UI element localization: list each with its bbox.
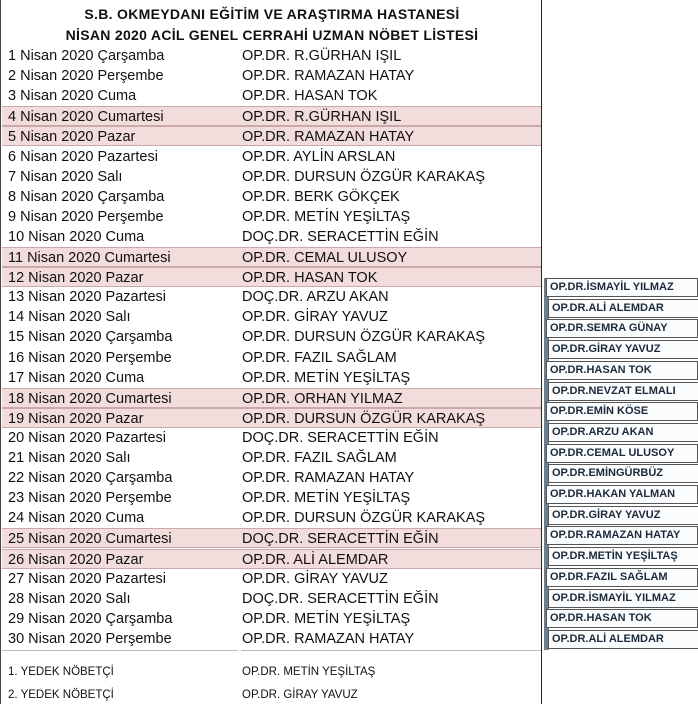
side-list-item: OP.DR.FAZIL SAĞLAM (546, 568, 698, 587)
row-date: 10 Nisan 2020 Cuma (8, 228, 145, 245)
side-list-item: OP.DR.ALİ ALEMDAR (548, 630, 698, 649)
table-row (2, 66, 541, 86)
table-row (2, 307, 541, 327)
row-doctor: OP.DR. GİRAY YAVUZ (242, 570, 388, 587)
row-doctor: OP.DR. RAMAZAN HATAY (242, 470, 415, 487)
table-row (2, 528, 541, 548)
row-doctor: OP.DR. R.GÜRHAN IŞIL (242, 109, 402, 126)
row-date: 18 Nisan 2020 Cumartesi (8, 390, 172, 407)
reserve-label: 1. YEDEK NÖBETÇİ (8, 666, 114, 678)
side-list-item: OP.DR.EMİN KÖSE (546, 402, 698, 421)
table-row (2, 629, 541, 649)
side-list-item: OP.DR.HAKAN YALMAN (546, 485, 698, 504)
row-doctor: OP.DR. METİN YEŞİLTAŞ (242, 610, 411, 627)
side-list-item: OP.DR.İSMAYİL YILMAZ (548, 589, 698, 608)
row-doctor: OP.DR. RAMAZAN HATAY (242, 129, 415, 146)
reserve-doctor: OP.DR. GİRAY YAVUZ (242, 689, 358, 701)
row-date: 8 Nisan 2020 Çarşamba (8, 188, 165, 205)
table-row (2, 327, 541, 347)
table-row (2, 187, 541, 207)
row-doctor: DOÇ.DR. SERACETTİN EĞİN (242, 429, 439, 446)
row-date: 28 Nisan 2020 Salı (8, 590, 131, 607)
table-row (2, 126, 541, 146)
row-doctor: OP.DR. DURSUN ÖZGÜR KARAKAŞ (242, 510, 486, 527)
side-list-item: OP.DR.METİN YEŞİLTAŞ (548, 547, 698, 566)
row-doctor: OP.DR. RAMAZAN HATAY (242, 630, 415, 647)
row-date: 9 Nisan 2020 Perşembe (8, 208, 164, 225)
row-date: 26 Nisan 2020 Pazar (8, 551, 144, 568)
row-date: 16 Nisan 2020 Perşembe (8, 349, 172, 366)
row-doctor: OP.DR. DURSUN ÖZGÜR KARAKAŞ (242, 168, 486, 185)
table-row (2, 348, 541, 368)
table-row (2, 207, 541, 227)
reserve-doctor: OP.DR. METİN YEŞİLTAŞ (242, 666, 376, 678)
row-doctor: OP.DR. ORHAN YILMAZ (242, 390, 403, 407)
row-date: 4 Nisan 2020 Cumartesi (8, 109, 164, 126)
row-date: 21 Nisan 2020 Salı (8, 450, 131, 466)
table-row (2, 609, 541, 629)
table-row (2, 227, 541, 247)
side-list-item: OP.DR.EMİNGÜRBÜZ (548, 464, 698, 483)
hospital-title: S.B. OKMEYDANI EĞİTİM VE ARAŞTIRMA HASTANESİ (84, 6, 460, 22)
table-row (2, 388, 541, 408)
row-doctor: OP.DR. FAZIL SAĞLAM (242, 349, 397, 366)
row-date: 13 Nisan 2020 Pazartesi (8, 289, 166, 306)
table-row (2, 267, 541, 287)
table-row (2, 508, 541, 528)
row-date: 12 Nisan 2020 Pazar (8, 270, 144, 287)
row-date: 14 Nisan 2020 Salı (8, 309, 131, 326)
row-doctor: DOÇ.DR. SERACETTİN EĞİN (242, 228, 439, 245)
table-row (2, 247, 541, 267)
table-row (2, 549, 541, 569)
row-date: 29 Nisan 2020 Çarşamba (8, 610, 173, 627)
reserve-row (2, 663, 541, 681)
side-list-item: OP.DR.HASAN TOK (546, 361, 698, 380)
side-list-item: OP.DR.ALİ ALEMDAR (548, 299, 698, 318)
row-doctor: OP.DR. RAMAZAN HATAY (242, 68, 415, 85)
table-row (2, 86, 541, 106)
row-doctor: OP.DR. AYLİN ARSLAN (242, 148, 396, 165)
row-date: 5 Nisan 2020 Pazar (8, 129, 136, 146)
row-doctor: OP.DR. METİN YEŞİLTAŞ (242, 490, 411, 507)
row-date: 20 Nisan 2020 Pazartesi (8, 429, 166, 446)
table-row (2, 106, 541, 126)
roster-title: NİSAN 2020 ACİL GENEL CERRAHİ UZMAN NÖBET LİSTESİ (65, 27, 479, 43)
side-list-item: OP.DR.HASAN TOK (546, 609, 698, 628)
row-doctor: OP.DR. R.GÜRHAN IŞIL (242, 48, 402, 64)
row-date: 2 Nisan 2020 Perşembe (8, 68, 164, 85)
table-row (2, 46, 541, 66)
table-row (2, 287, 541, 307)
divider (241, 650, 541, 651)
row-date: 7 Nisan 2020 Salı (8, 168, 123, 185)
row-date: 24 Nisan 2020 Cuma (8, 510, 145, 527)
table-row (2, 448, 541, 468)
side-list-item: OP.DR.ARZU AKAN (548, 423, 698, 442)
row-doctor: OP.DR. BERK GÖKÇEK (242, 188, 400, 205)
divider (2, 650, 238, 651)
row-date: 6 Nisan 2020 Pazartesi (8, 148, 158, 165)
row-doctor: OP.DR. ALİ ALEMDAR (242, 551, 389, 568)
row-doctor: OP.DR. METİN YEŞİLTAŞ (242, 369, 411, 386)
side-list-item: OP.DR.RAMAZAN HATAY (546, 526, 698, 545)
row-date: 27 Nisan 2020 Pazartesi (8, 570, 166, 587)
table-row (2, 488, 541, 508)
side-list-item: OP.DR.GİRAY YAVUZ (548, 340, 698, 359)
row-date: 11 Nisan 2020 Cumartesi (8, 250, 171, 266)
row-date: 17 Nisan 2020 Cuma (8, 369, 145, 386)
table-row (2, 408, 541, 428)
row-date: 25 Nisan 2020 Cumartesi (8, 531, 172, 548)
row-doctor: DOÇ.DR. ARZU AKAN (242, 289, 389, 306)
table-row (2, 368, 541, 388)
row-doctor: OP.DR. HASAN TOK (242, 88, 378, 105)
row-doctor: OP.DR. FAZIL SAĞLAM (242, 450, 397, 466)
row-doctor: DOÇ.DR. SERACETTİN EĞİN (242, 531, 439, 548)
row-doctor: OP.DR. GİRAY YAVUZ (242, 309, 388, 326)
table-row (2, 589, 541, 609)
row-date: 19 Nisan 2020 Pazar (8, 410, 144, 427)
side-list-item: OP.DR.İSMAYİL YILMAZ (546, 278, 698, 297)
reserve-label: 2. YEDEK NÖBETÇİ (8, 689, 114, 701)
side-list-item: OP.DR.CEMAL ULUSOY (546, 444, 698, 463)
row-date: 15 Nisan 2020 Çarşamba (8, 329, 173, 346)
side-list-item: OP.DR.SEMRA GÜNAY (546, 319, 698, 338)
row-date: 3 Nisan 2020 Cuma (8, 88, 137, 105)
table-row (2, 569, 541, 589)
row-date: 30 Nisan 2020 Perşembe (8, 630, 172, 647)
table-row (2, 167, 541, 187)
table-row (2, 147, 541, 167)
row-doctor: OP.DR. HASAN TOK (242, 270, 378, 287)
table-row (2, 428, 541, 448)
row-date: 1 Nisan 2020 Çarşamba (8, 48, 165, 64)
side-list-item: OP.DR.NEVZAT ELMALI (548, 382, 698, 401)
table-row (2, 468, 541, 488)
side-list-item: OP.DR.GİRAY YAVUZ (548, 506, 698, 525)
row-doctor: OP.DR. METİN YEŞİLTAŞ (242, 208, 411, 225)
row-date: 22 Nisan 2020 Çarşamba (8, 470, 173, 487)
reserve-row (2, 686, 541, 704)
row-doctor: OP.DR. CEMAL ULUSOY (242, 250, 408, 266)
row-doctor: OP.DR. DURSUN ÖZGÜR KARAKAŞ (242, 329, 486, 346)
row-date: 23 Nisan 2020 Perşembe (8, 490, 172, 507)
row-doctor: OP.DR. DURSUN ÖZGÜR KARAKAŞ (242, 410, 486, 427)
row-doctor: DOÇ.DR. SERACETTİN EĞİN (242, 590, 439, 607)
